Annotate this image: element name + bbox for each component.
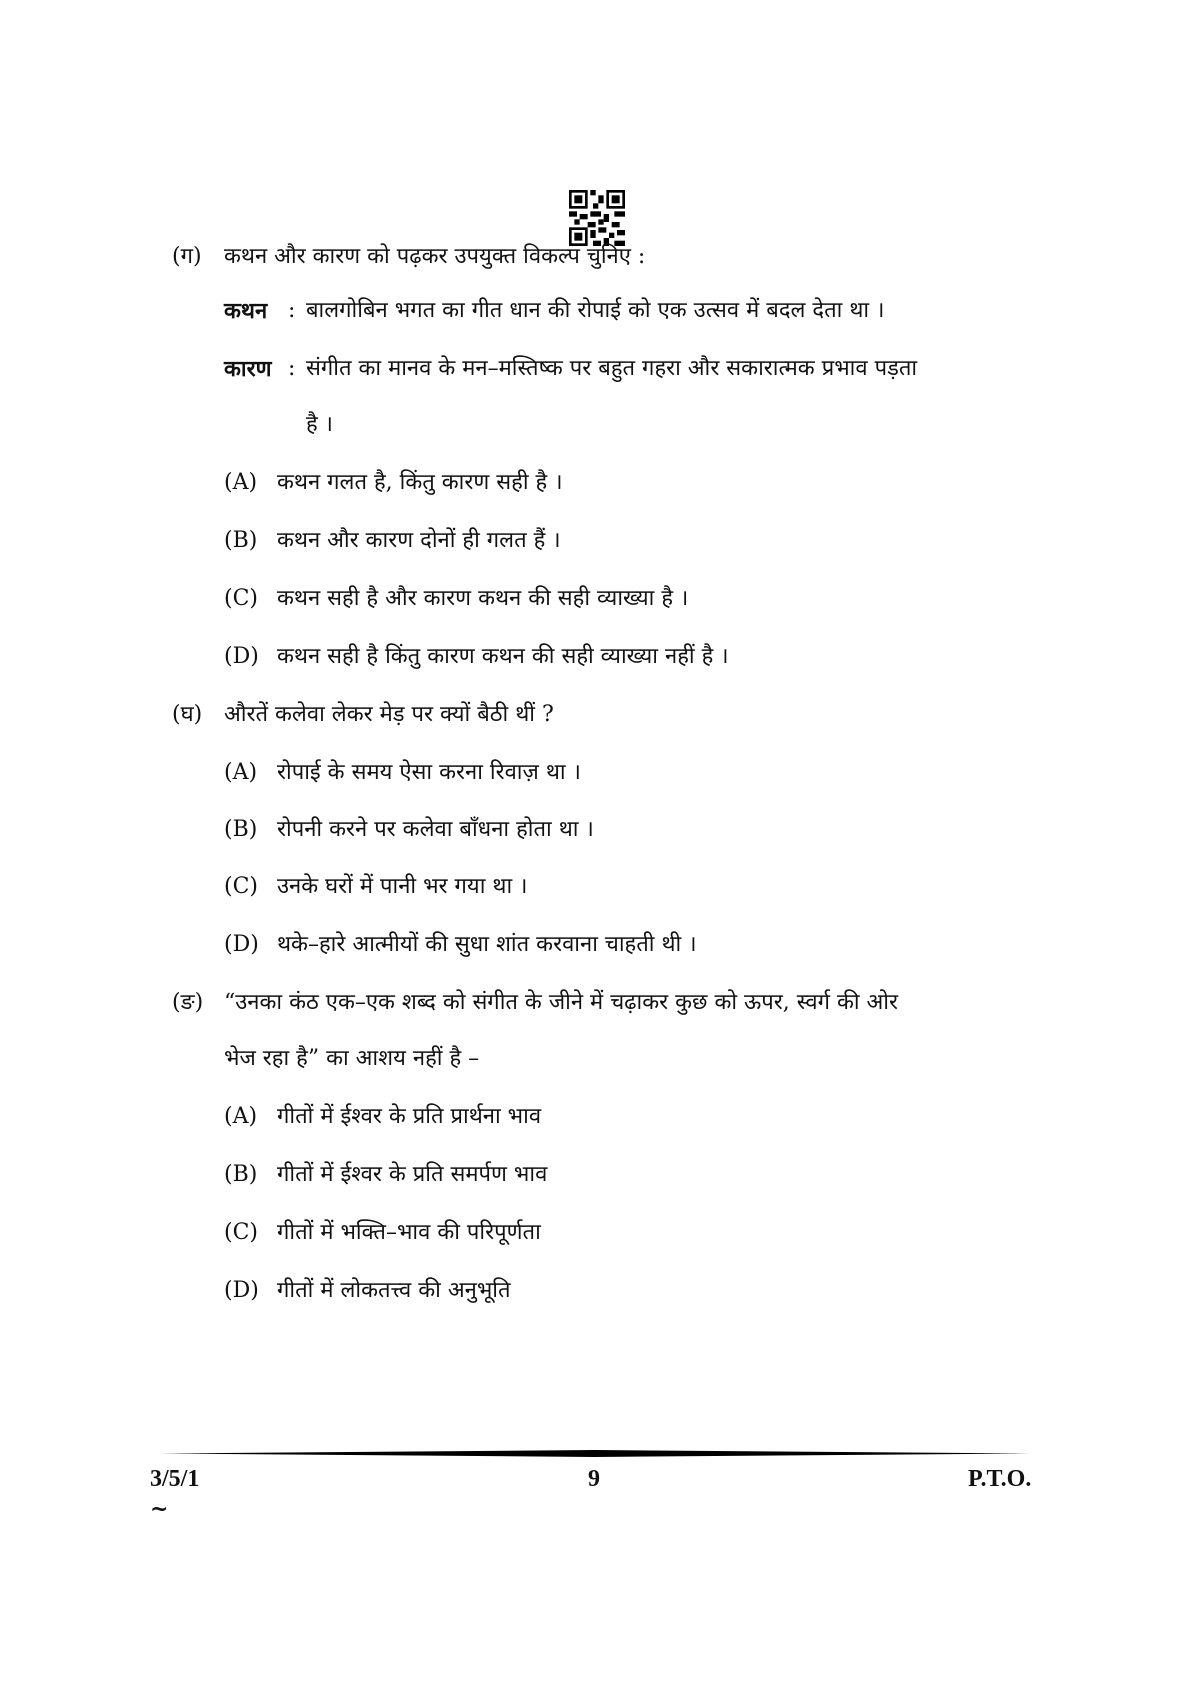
tilde-mark: ~ <box>150 1496 169 1522</box>
colon: : <box>288 298 296 323</box>
option-label: (B) <box>224 1162 258 1187</box>
question-text: कथन और कारण को पढ़कर उपयुक्त विकल्प चुनिए : <box>224 244 646 269</box>
assertion-text: बालगोबिन भगत का गीत धान की रोपाई को एक उत्सव में बदल देता था । <box>306 298 885 323</box>
assertion-label: कथन <box>224 298 268 324</box>
option-label: (C) <box>224 586 258 611</box>
footer-divider <box>160 1450 1030 1457</box>
option-label: (A) <box>224 760 258 785</box>
question-label: (घ) <box>172 702 203 727</box>
option-text: गीतों में ईश्वर के प्रति प्रार्थना भाव <box>277 1104 542 1129</box>
option-text: कथन सही है और कारण कथन की सही व्याख्या है । <box>277 586 689 611</box>
option-text: गीतों में भक्ति–भाव की परिपूर्णता <box>277 1220 541 1245</box>
option-label: (D) <box>224 644 259 669</box>
option-text: गीतों में लोकतत्त्व की अनुभूति <box>277 1278 511 1303</box>
colon: : <box>288 356 296 381</box>
option-text: कथन गलत है, किंतु कारण सही है । <box>277 470 563 495</box>
question-text: औरतें कलेवा लेकर मेड़ पर क्यों बैठी थीं ? <box>224 702 554 727</box>
option-label: (C) <box>224 874 258 899</box>
reason-text: संगीत का मानव के मन–मस्तिष्क पर बहुत गहरा और सकारात्मक प्रभाव पड़ता <box>306 356 918 381</box>
option-label: (D) <box>224 932 259 957</box>
option-text: उनके घरों में पानी भर गया था । <box>277 874 528 899</box>
option-label: (A) <box>224 470 258 495</box>
question-label: (ग) <box>172 244 202 269</box>
question-label: (ङ) <box>172 990 204 1015</box>
option-text: गीतों में ईश्वर के प्रति समर्पण भाव <box>277 1162 548 1187</box>
option-text: कथन सही है किंतु कारण कथन की सही व्याख्या नहीं है । <box>277 644 729 669</box>
option-text: रोपाई के समय ऐसा करना रिवाज़ था । <box>277 760 581 785</box>
pto-label: P.T.O. <box>968 1466 1032 1492</box>
option-label: (B) <box>224 817 258 842</box>
option-text: रोपनी करने पर कलेवा बाँधना होता था । <box>277 817 594 842</box>
reason-label: कारण <box>224 356 272 382</box>
option-text: थके–हारे आत्मीयों की सुधा शांत करवाना चाहती थी । <box>277 932 697 957</box>
paper-code: 3/5/1 <box>150 1466 200 1492</box>
page-number: 9 <box>588 1466 600 1492</box>
option-label: (B) <box>224 528 258 553</box>
option-label: (C) <box>224 1220 258 1245</box>
option-text: कथन और कारण दोनों ही गलत हैं । <box>277 528 561 553</box>
question-text-continued: भेज रहा है” का आशय नहीं है – <box>224 1046 480 1071</box>
option-label: (D) <box>224 1278 259 1303</box>
qr-code-icon <box>566 190 628 246</box>
option-label: (A) <box>224 1104 258 1129</box>
question-text: “उनका कंठ एक–एक शब्द को संगीत के जीने में चढ़ाकर कुछ को ऊपर, स्वर्ग की ओर <box>224 990 899 1015</box>
reason-text-continued: है । <box>306 412 334 437</box>
